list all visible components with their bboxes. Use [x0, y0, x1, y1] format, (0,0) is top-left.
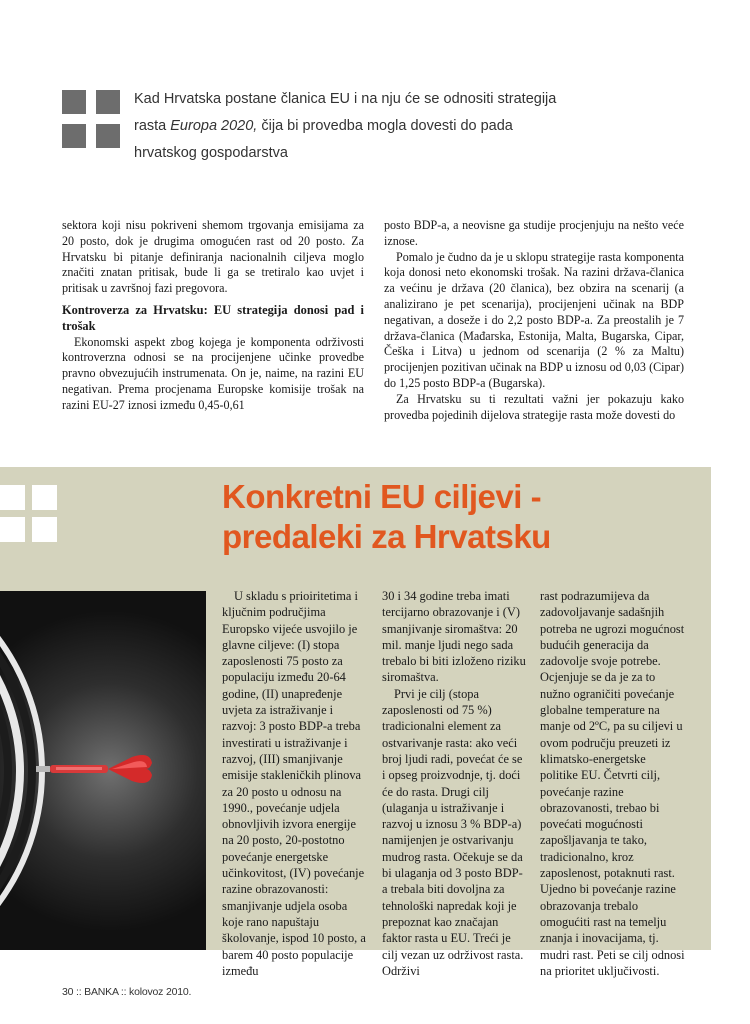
article-column-left — [62, 218, 364, 414]
paragraph: Ekonomski aspekt zbog kojega je komponenta održivosti kontroverzna odnosi se na procijenjene učinke provedbe pravno obvezujućih instrumenata. On je, naime, na razini EU negativan. Prema procjenama Europske komisije trošak na razini EU-27 iznosi između 0,45-0,61 — [62, 334, 364, 412]
box-column-2 — [382, 588, 528, 979]
dartboard-dart-image — [0, 591, 206, 950]
paragraph: sektora koji nisu pokriveni shemom trgovanja emisijama za 20 posto, dok je drugima omogućen rast od 20 posto. Za Hrvatsku bi pitanje definiranja nacionalnih ciljeva moglo značiti znatan pritisak, bude li ga se tretiralo kao uvjet i pritisak u završnoj fazi pregovora. — [62, 218, 364, 296]
paragraph: posto BDP-a, a neovisne ga studije procjenjuju na nešto veće iznose. — [384, 218, 684, 248]
box-title: Konkretni EU ciljevi - predaleki za Hrvatsku — [222, 478, 551, 555]
pull-quote-line: rasta Europa 2020, čija bi provedba mogla dovesti do pada — [134, 118, 513, 134]
paragraph: 30 i 34 godine treba imati tercijarno obrazovanje i (V) smanjivanje siromaštva: 20 mil. manje ljudi nego sada trebalo bi biti izloženo riziku siromaštva. — [382, 589, 526, 685]
paragraph: U skladu s prioiritetima i ključnim područjima Europsko vijeće usvojilo je glavne ciljeve: (I) stopa zaposlenosti 75 posto za populaciju između 20-64 godine, (II) unapređenje uvjeta za istraživanje i razvoj: 3 posto BDP-a treba investirati u istraživanje i razvoj, (III) smanjivanje emisije stakleničkih plinova za 20 posto u odnosu na 1990., povećanje udjela obnovljivih izvora energije na 20 posto, 20-postotno povećanje energetske učinkovitost, (IV) povećanje razine obrazovanosti: smanjivanje udjela osoba koje rano napuštaju školovanje, ispod 10 posto, a barem 40 posto populacije između — [222, 589, 366, 978]
paragraph: Za Hrvatsku su ti rezultati važni jer pokazuju kako provedba pojedinih dijelova strategije rasta može dovesti do — [384, 391, 684, 422]
pull-quote-line: Kad Hrvatska postane članica EU i na nju će se odnositi strategija — [134, 91, 557, 107]
page-footer: 30 :: BANKA :: kolovoz 2010. — [62, 986, 192, 998]
pull-quote-squares-icon — [62, 90, 122, 150]
dartboard-photo — [0, 591, 206, 950]
box-column-1 — [222, 588, 368, 979]
pull-quote-line: hrvatskog gospodarstva — [134, 145, 288, 161]
paragraph: Pomalo je čudno da je u sklopu strategije rasta komponenta koja donosi neto ekonomski trošak. Na razini država-članica za većinu je država (20 članica), bez obzira na scenarij (a analizirano je pet scenarija), procijenjeni učinak na BDP negativan, a doseže i do 2,2 posto BDP-a. Za preostalih je 7 država-članica (Mađarska, Estonija, Malta, Bugarska, Cipar, Češka i Litva) u jednom od scenarija (2 % za Maltu) procijenjen pozitivan učinak na BDP u iznosu od 0,03 (Cipar) do 1,25 posto BDP-a (Bugarska). — [384, 249, 684, 390]
section-heading: Kontroverza za Hrvatsku: EU strategija donosi pad i trošak — [62, 302, 364, 333]
box-column-3 — [540, 588, 686, 979]
paragraph: rast podrazumijeva da zadovoljavanje sadašnjih potreba ne ugrozi mogućnost budućih generacija da zadovolje svoje potrebe. Ocjenjuje se da je za to nužno ograničiti povećanje globalne temperature na manje od 2ºC, pa su ciljevi u ovom području preuzeti iz klimatsko-energetske politike EU. Četvrti cilj, povećanje razine obrazovanosti, trebao bi povećati mogućnosti zapošljavanja te tako, tradicionalno, kroz zaposlenost, potaknuti rast. Ujedno bi povećanje razine obrazovanja trebalo omogućiti rast na temelju znanja i inovacijama, tj. mudri rast. Peti se cilj odnosi na prioritet uključivosti. — [540, 589, 685, 978]
feature-box — [0, 467, 711, 978]
article-column-right — [384, 218, 684, 423]
box-squares-icon — [0, 485, 60, 545]
pull-quote — [134, 86, 604, 167]
paragraph: Prvi je cilj (stopa zaposlenosti od 75 %) tradicionalni element za ostvarivanje rasta: ako veći broj ljudi radi, povećat će se i opseg proizvodnje, tj. doći će do rasta. Drugi cilj (ulaganja u istraživanje i razvoj u iznosu 3 % BDP-a) namijenjen je ostvarivanju mudrog rasta. Očekuje se da bi ulaganja od 3 posto BDP-a trebala biti dovoljna za tehnološki napredak koji je prepoznat kao značajan faktor rasta u EU. Treći je cilj vezan uz održivost rasta. Održivi — [382, 686, 524, 978]
